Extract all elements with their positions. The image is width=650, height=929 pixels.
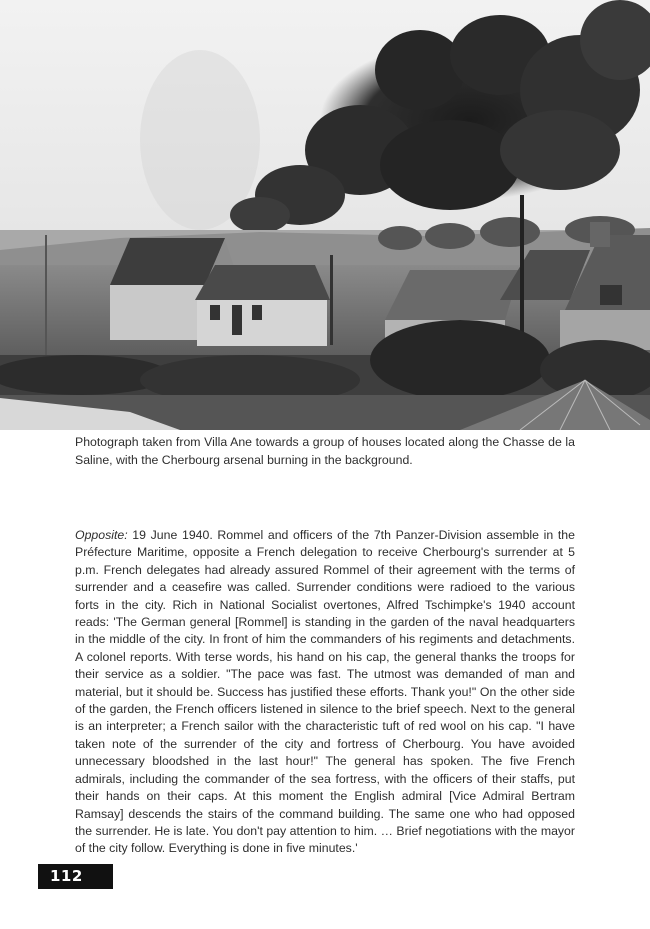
body-text: 19 June 1940. Rommel and officers of the 7th Panzer-Division assemble in the Préfecture Maritime, opposite a French delegation to receive Cherbourg's surrender at 5 p.m. French delegates had already assured Rommel of their agreement with the terms of surrender and a ceasefire was called. Surrender conditions were radioed to the various forts in the city. Rich in National Socialist overtones, Alfred Tschimpke's 1940 account reads: 'The German general [Rommel] is standing in the garden of the naval headquarters in the middle of the city. In front of him the commanders of his regiments and detachments. A colonel reports. With terse words, his hand on his cap, the general thanks the troops for their service as a soldier. "The pace was fast. The utmost was demanded of man and material, but it should be. Success has justified these efforts. Thank you!" On the other side of the garden, the French officers listened in silence to the brief speech. Next to the general is an interpreter; a French sailor with the characteristic tuft of red wool on his cap. "I have taken note of the surrender of the city and fortress of Cherbourg. You have avoided unnecessary bloodshed in the last hour!" The general has spoken. The five French admirals, including the commander of the sea fortress, with the officers of their staffs, put their hands on their caps. At this moment the English admiral [Vice Admiral Bertram Ramsay] descends the stairs of the command building. The same one who had opposed the surrender. He is late. You don't pay attention to him. … Brief negotiations with the mayor of the city follow. Everything is done in five minutes.' (75, 528, 575, 856)
opposite-label: Opposite: (75, 528, 128, 542)
photograph-image (0, 0, 650, 430)
photo-caption: Photograph taken from Villa Ane towards a group of houses located along the Chasse de la Saline, with the Cherbourg arsenal burning in the background. (75, 435, 575, 467)
body-paragraph (75, 527, 575, 858)
historical-photograph (0, 0, 650, 430)
page-number: 112 (38, 864, 113, 889)
